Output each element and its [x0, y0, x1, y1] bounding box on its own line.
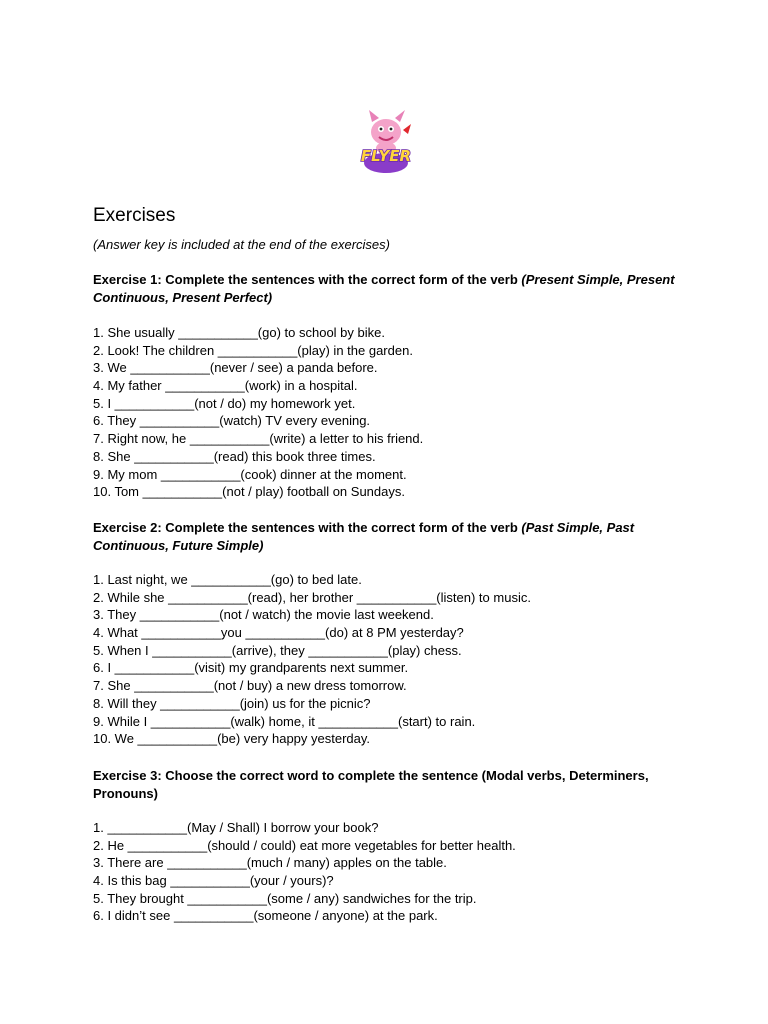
- list-item: 9. While I ___________(walk) home, it ___________(start) to rain.: [93, 713, 476, 729]
- list-item: 10. We ___________(be) very happy yesterday.: [93, 731, 371, 747]
- list-item: 5. They brought ___________(some / any) sandwiches for the trip.: [93, 890, 477, 906]
- list-item: 10. Tom ___________(not / play) football on Sundays.: [93, 484, 405, 500]
- list-item: 1. ___________(May / Shall) I borrow your book?: [93, 820, 379, 835]
- answer-key-note: (Answer key is included at the end of the exercises): [93, 237, 390, 252]
- list-item: 5. When I ___________(arrive), they ___________(play) chess.: [93, 642, 462, 658]
- logo-wordmark: [356, 108, 420, 176]
- list-item: 6. I didn’t see ___________(someone / anyone) at the park.: [93, 908, 438, 924]
- list-item: 2. Look! The children ___________(play) in the garden.: [93, 342, 413, 358]
- list-item: 2. While she ___________(read), her brother ___________(listen) to music.: [93, 589, 531, 605]
- exercise-2-heading-text: Exercise 2: Complete the sentences with the correct form of the verb: [93, 520, 522, 535]
- exercise-3-list: [93, 819, 516, 925]
- list-item: 3. There are ___________(much / many) apples on the table.: [93, 855, 447, 871]
- list-item: 4. What ___________you ___________(do) at 8 PM yesterday?: [93, 625, 464, 641]
- list-item: 9. My mom ___________(cook) dinner at the moment.: [93, 466, 407, 482]
- list-item: 8. She ___________(read) this book three times.: [93, 448, 376, 464]
- exercise-2-heading-tenses: (Past Simple, Past Continuous, Future Simple): [93, 520, 635, 553]
- page-title: Exercises: [93, 205, 176, 226]
- list-item: 2. He ___________(should / could) eat more vegetables for better health.: [93, 837, 516, 853]
- list-item: 1. She usually ___________(go) to school by bike.: [93, 325, 385, 340]
- list-item: 8. Will they ___________(join) us for the picnic?: [93, 695, 371, 711]
- list-item: 1. Last night, we ___________(go) to bed late.: [93, 572, 362, 587]
- list-item: 7. Right now, he ___________(write) a letter to his friend.: [93, 431, 424, 447]
- list-item: 4. My father ___________(work) in a hospital.: [93, 378, 358, 394]
- list-item: 3. We ___________(never / see) a panda before.: [93, 360, 378, 376]
- list-item: 4. Is this bag ___________(your / yours)?: [93, 873, 334, 889]
- exercise-1-heading: [93, 271, 683, 307]
- list-item: 5. I ___________(not / do) my homework yet.: [93, 395, 356, 411]
- exercise-1-heading-text: Exercise 1: Complete the sentences with the correct form of the verb: [93, 272, 522, 287]
- list-item: 3. They ___________(not / watch) the movie last weekend.: [93, 607, 434, 623]
- exercise-3-heading: Exercise 3: Choose the correct word to complete the sentence (Modal verbs, Determiners, Pronouns): [93, 768, 649, 801]
- logo-text: FLYER: [360, 147, 412, 165]
- list-item: 6. I ___________(visit) my grandparents next summer.: [93, 660, 409, 676]
- exercise-2-list: [93, 571, 531, 748]
- exercise-1-heading-tenses: (Present Simple, Present Continuous, Present Perfect): [93, 272, 675, 305]
- list-item: 7. She ___________(not / buy) a new dress tomorrow.: [93, 678, 407, 694]
- exercise-1-list: [93, 324, 423, 501]
- flyer-mascot-logo: [356, 108, 420, 176]
- exercise-2-heading: [93, 519, 683, 555]
- list-item: 6. They ___________(watch) TV every evening.: [93, 413, 371, 429]
